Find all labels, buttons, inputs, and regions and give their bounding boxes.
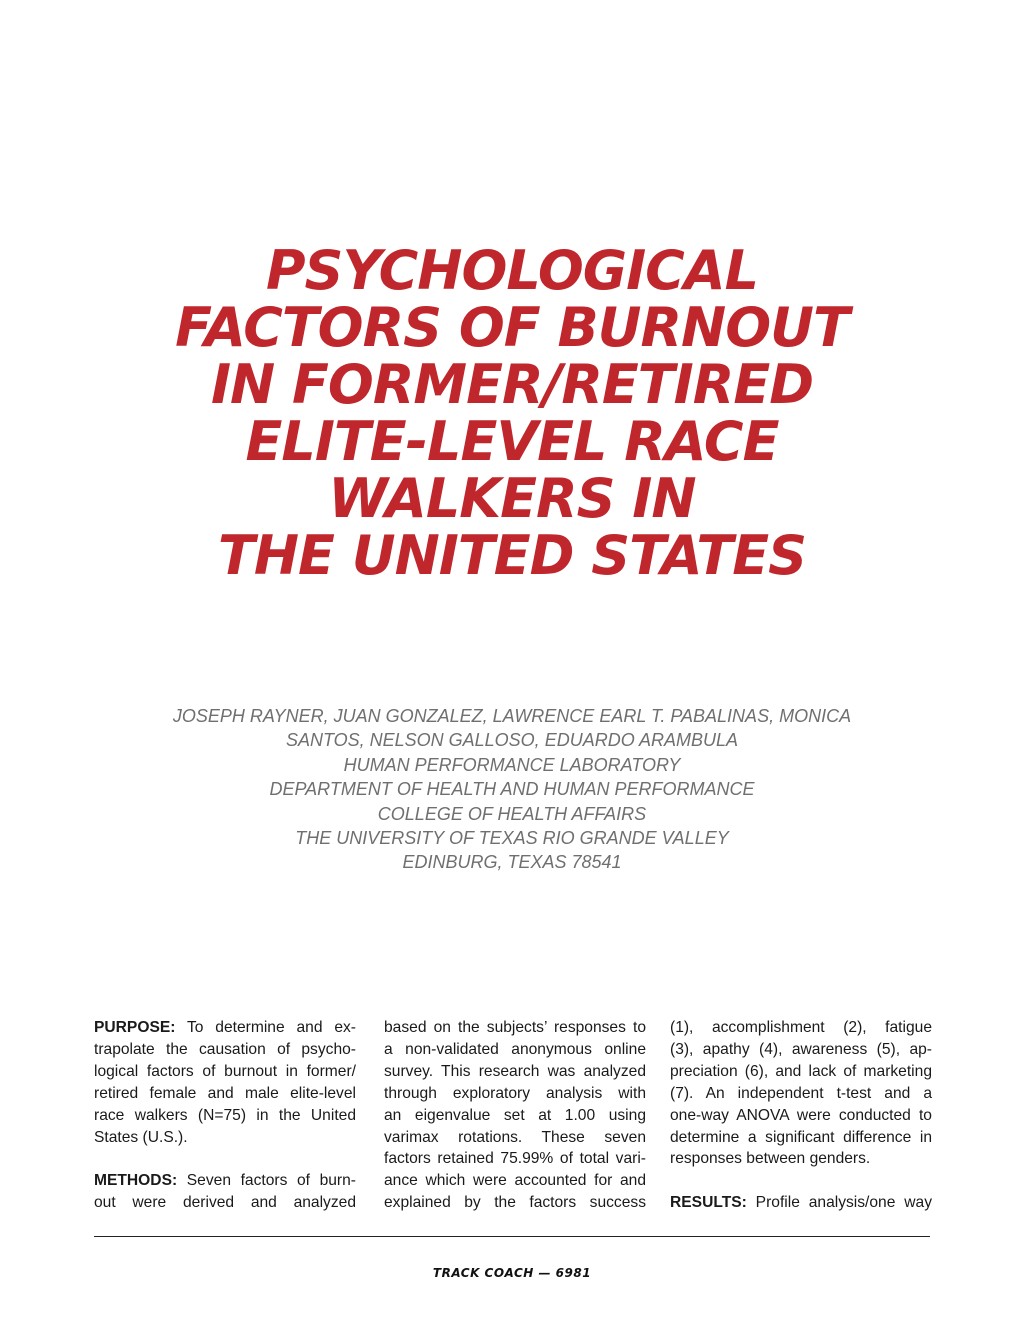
text-line: RESULTS: Profile analysis/one way (670, 1194, 932, 1212)
text-line: preciation (6), and lack of marketing (670, 1062, 932, 1080)
methods-label: METHODS: (94, 1172, 178, 1190)
title-line: THE UNITED STATES (218, 524, 806, 587)
paragraph-gap (670, 1170, 932, 1192)
paragraph-gap (94, 1148, 356, 1170)
text-line: based on the subjects’ responses to (384, 1019, 646, 1036)
abstract-column-2 (384, 1017, 646, 1214)
title-line: PSYCHOLOGICAL (265, 239, 758, 302)
purpose-label: PURPOSE: (94, 1019, 176, 1036)
text-line: an eigenvalue set at 1.00 using (384, 1106, 646, 1124)
title-line: WALKERS IN (328, 467, 696, 530)
text-line: explained by the factors success (384, 1194, 646, 1212)
text-line: varimax rotations. These seven (384, 1128, 646, 1146)
abstract-column-3 (670, 1017, 932, 1214)
text-line: PURPOSE: To determine and ex- (94, 1019, 356, 1036)
affiliation-line: HUMAN PERFORMANCE LABORATORY (343, 754, 681, 775)
affiliation-line: EDINBURG, TEXAS 78541 (402, 852, 622, 873)
text-line: one-way ANOVA were conducted to (670, 1106, 932, 1124)
footer-divider (94, 1236, 930, 1237)
text-line: race walkers (N=75) in the United (94, 1106, 356, 1124)
text-line: trapolate the causation of psycho- (94, 1040, 356, 1058)
article-title (100, 239, 924, 587)
title-line: FACTORS OF BURNOUT (175, 296, 849, 359)
text-line: factors retained 75.99% of total vari- (384, 1150, 646, 1168)
author-affiliation-block (90, 704, 934, 875)
text-line: METHODS: Seven factors of burn- (94, 1172, 356, 1190)
text-line: (1), accomplishment (2), fatigue (670, 1019, 932, 1036)
text-line: ance which were accounted for and (384, 1172, 646, 1190)
text-line: determine a significant difference in (670, 1128, 932, 1146)
title-line: IN FORMER/RETIRED (210, 353, 814, 416)
results-label: RESULTS: (670, 1194, 747, 1212)
text-line: logical factors of burnout in former/ (94, 1062, 356, 1080)
text-line: survey. This research was analyzed (384, 1062, 646, 1080)
affiliation-line: COLLEGE OF HEALTH AFFAIRS (377, 803, 647, 824)
title-line: ELITE-LEVEL RACE (245, 410, 779, 473)
text-line: a non-validated anonymous online (384, 1040, 646, 1058)
text-line: States (U.S.). (94, 1128, 188, 1146)
author-line: SANTOS, NELSON GALLOSO, EDUARDO ARAMBULA (285, 730, 739, 751)
text-line: out were derived and analyzed (94, 1194, 356, 1212)
text-line: retired female and male elite-level (94, 1084, 356, 1102)
affiliation-line: DEPARTMENT OF HEALTH AND HUMAN PERFORMANCE (269, 779, 755, 800)
author-line: JOSEPH RAYNER, JUAN GONZALEZ, LAWRENCE EARL T. PABALINAS, MONICA (172, 706, 852, 726)
text-line: responses between genders. (670, 1150, 871, 1168)
text-line: (3), apathy (4), awareness (5), ap- (670, 1040, 932, 1058)
page-footer: TRACK COACH — 6981 (432, 1266, 592, 1280)
abstract-column-1 (94, 1017, 356, 1214)
affiliation-line: THE UNIVERSITY OF TEXAS RIO GRANDE VALLEY (295, 828, 729, 849)
text-line: (7). An independent t-test and a (670, 1084, 932, 1102)
text-line: through exploratory analysis with (384, 1084, 646, 1102)
